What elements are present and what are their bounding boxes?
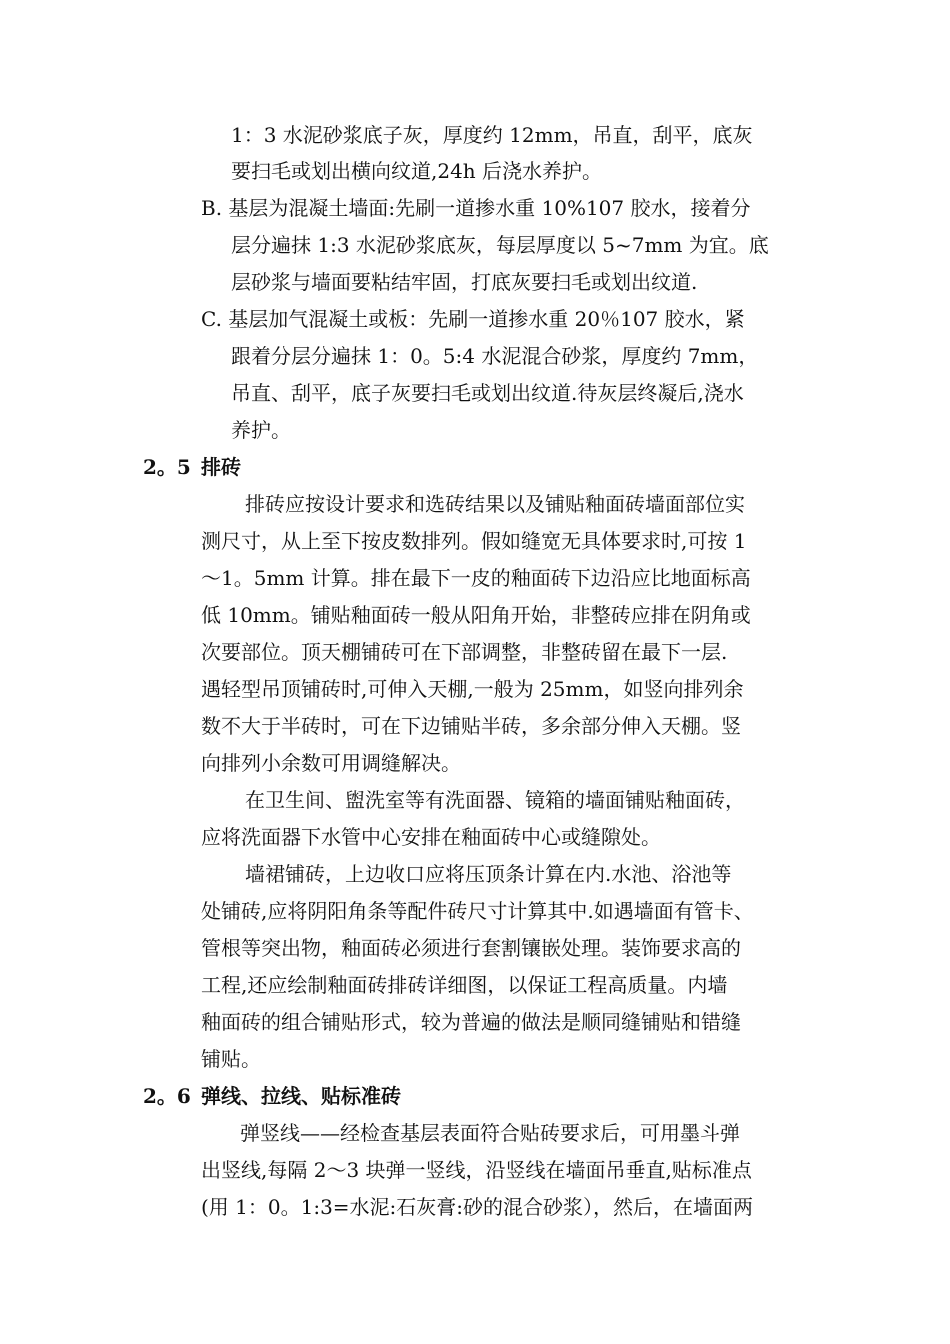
item-b-line-3: 层砂浆与墙面要粘结牢固，打底灰要扫毛或划出纹道. <box>231 270 698 294</box>
para-2-5-1-line-8: 向排列小余数可用调缝解决。 <box>201 751 461 775</box>
section-number: 2。6 <box>143 1084 191 1108</box>
section-heading-2-6 <box>143 1082 401 1110</box>
para-2-5-3-line-6: 铺贴。 <box>201 1047 261 1071</box>
para-2-6-1-line-1: 弹竖线——经检查基层表面符合贴砖要求后，可用墨斗弹 <box>240 1121 740 1145</box>
section-number: 2。5 <box>143 455 191 479</box>
para-2-5-3-line-3: 管根等突出物，釉面砖必须进行套割镶嵌处理。装饰要求高的 <box>201 936 741 960</box>
para-2-5-1-line-2: 测尺寸，从上至下按皮数排列。假如缝宽无具体要求时,可按 1 <box>201 529 747 553</box>
item-c-line-3: 吊直、刮平，底子灰要扫毛或划出纹道.待灰层终凝后,浇水 <box>231 381 744 405</box>
para-2-5-1-line-3: ～1。5mm 计算。排在最下一皮的釉面砖下边沿应比地面标高 <box>201 566 751 590</box>
para-2-5-1-line-1: 排砖应按设计要求和选砖结果以及铺贴釉面砖墙面部位实 <box>245 492 745 516</box>
item-a-line-1: 1：3 水泥砂浆底子灰，厚度约 12mm，吊直，刮平，底灰 <box>231 123 753 147</box>
item-c-line-2: 跟着分层分遍抹 1：0。5:4 水泥混合砂浆，厚度约 7mm， <box>231 344 759 368</box>
para-2-5-1-line-6: 遇轻型吊顶铺砖时,可伸入天棚,一般为 25mm，如竖向排列余 <box>201 677 744 701</box>
para-2-5-2-line-1: 在卫生间、盥洗室等有洗面器、镜箱的墙面铺贴釉面砖， <box>245 788 745 812</box>
para-2-6-1-line-3: (用 1：0。1:3=水泥:石灰膏:砂的混合砂浆），然后，在墙面两 <box>201 1195 754 1219</box>
para-2-6-1-line-2: 出竖线,每隔 2～3 块弹一竖线，沿竖线在墙面吊垂直,贴标准点 <box>201 1158 752 1182</box>
para-2-5-3-line-5: 釉面砖的组合铺贴形式，较为普遍的做法是顺同缝铺贴和错缝 <box>201 1010 741 1034</box>
para-2-5-1-line-7: 数不大于半砖时，可在下边铺贴半砖，多余部分伸入天棚。竖 <box>201 714 741 738</box>
para-2-5-3-line-2: 处铺砖,应将阴阳角条等配件砖尺寸计算其中.如遇墙面有管卡、 <box>201 899 754 923</box>
item-c-line-1: C. 基层加气混凝土或板：先刷一道掺水重 20％107 胶水，紧 <box>201 307 745 331</box>
item-c-line-4: 养护。 <box>231 418 291 442</box>
item-b-line-2: 层分遍抹 1:3 水泥砂浆底灰，每层厚度以 5~7mm 为宜。底 <box>231 233 769 257</box>
section-title: 排砖 <box>201 455 241 479</box>
para-2-5-2-line-2: 应将洗面器下水管中心安排在釉面砖中心或缝隙处。 <box>201 825 661 849</box>
item-a-line-2: 要扫毛或划出横向纹道,24h 后浇水养护。 <box>231 159 603 183</box>
para-2-5-1-line-4: 低 10mm。铺贴釉面砖一般从阳角开始，非整砖应排在阴角或 <box>201 603 751 627</box>
para-2-5-3-line-4: 工程,还应绘制釉面砖排砖详细图，以保证工程高质量。内墙 <box>201 973 728 997</box>
section-title: 弹线、拉线、贴标准砖 <box>201 1084 401 1108</box>
item-b-line-1: B. 基层为混凝土墙面:先刷一道掺水重 10%107 胶水，接着分 <box>201 196 751 220</box>
para-2-5-1-line-5: 次要部位。顶天棚铺砖可在下部调整，非整砖留在最下一层. <box>201 640 728 664</box>
section-heading-2-5 <box>143 453 241 481</box>
para-2-5-3-line-1: 墙裙铺砖，上边收口应将压顶条计算在内.水池、浴池等 <box>245 862 732 886</box>
